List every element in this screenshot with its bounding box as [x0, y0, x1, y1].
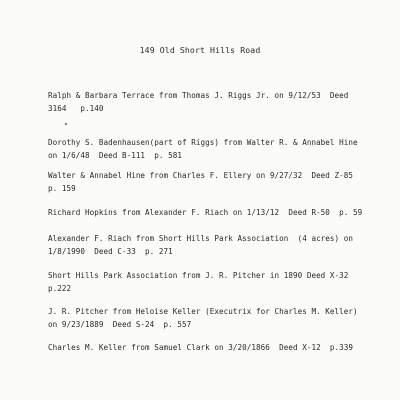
deed-entry-8: Charles M. Keller from Samuel Clark on 3/20/1866 Deed X-12 p.339: [48, 343, 354, 352]
deed-entry-4: Richard Hopkins from Alexander F. Riach on 1/13/12 Deed R-50 p. 59: [48, 208, 363, 217]
stray-mark: [65, 123, 67, 125]
deed-entry-3: Walter & Annabel Hine from Charles F. Ellery on 9/27/32 Deed Z-85 p. 159: [48, 171, 354, 193]
page-title: 149 Old Short Hills Road: [139, 45, 261, 55]
deed-entry-5: Alexander F. Riach from Short Hills Park Association (4 acres) on 1/8/1990 Deed C-33 p. 271: [48, 234, 354, 256]
deed-entry-1: Ralph & Barbara Terrace from Thomas J. Riggs Jr. on 9/12/53 Deed 3164 p.140: [48, 91, 349, 113]
deed-entry-2: Dorothy S. Badenhausen(part of Riggs) from Walter R. & Annabel Hine on 1/6/48 Deed B-111 p. 581: [48, 138, 358, 160]
deed-entry-6: Short Hills Park Association from J. R. Pitcher in 1890 Deed X-32 p.222: [48, 271, 349, 293]
deed-entry-7: J. R. Pitcher from Heloise Keller (Executrix for Charles M. Keller) on 9/23/1889 Deed S-24 p. 557: [48, 307, 358, 329]
